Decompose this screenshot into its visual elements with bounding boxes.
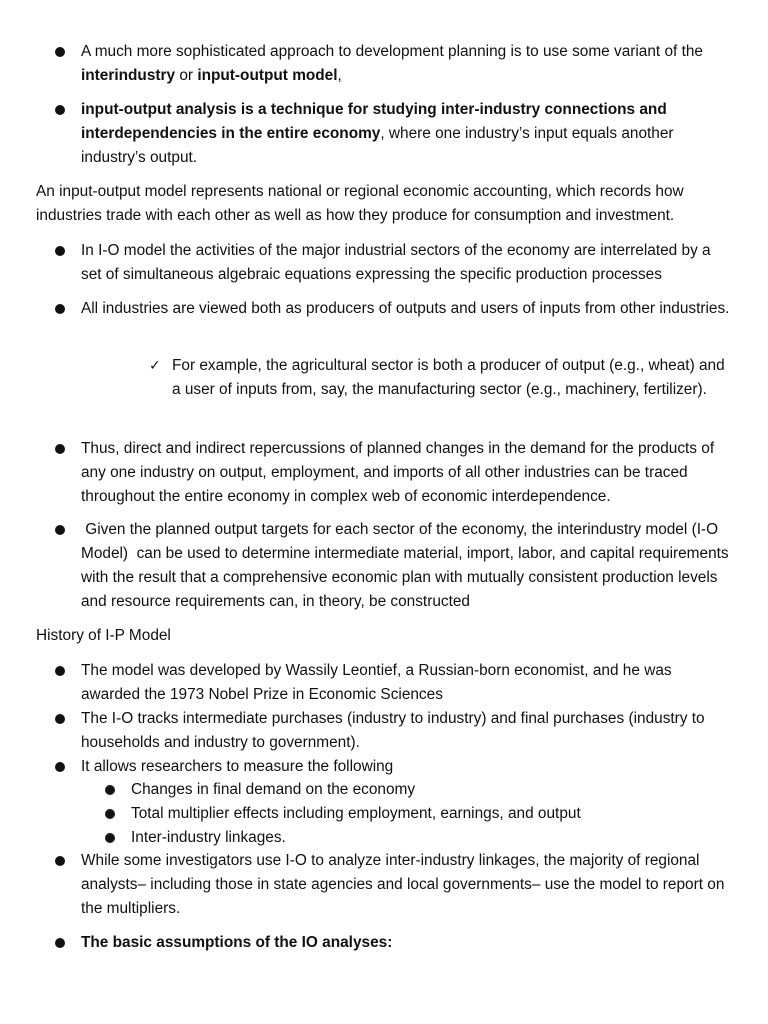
body-paragraph: An input-output model represents national or regional economic accounting, which records how industries trade with each other as well as how they produce for consumption and investment. xyxy=(36,183,684,224)
bullet-icon xyxy=(55,666,65,676)
bullet-icon xyxy=(55,525,65,535)
bold-definition: input-output analysis is a technique for studying inter-industry connections and interdependencies in the entire economy xyxy=(81,101,667,142)
sub-list-item: Total multiplier effects including employment, earnings, and output xyxy=(131,802,732,826)
assumptions-heading: The basic assumptions of the IO analyses: xyxy=(81,934,393,951)
section-heading: History of I-P Model xyxy=(36,627,171,644)
sub-list-item: Changes in final demand on the economy xyxy=(131,778,732,802)
bullet-icon xyxy=(55,444,65,454)
list-item: While some investigators use I-O to analyze inter-industry linkages, the majority of regional analysts– including those in state agencies and local governments– use the model to report on the multipliers. xyxy=(81,849,732,921)
list-item: The model was developed by Wassily Leontief, a Russian-born economist, and he was awarded the 1973 Nobel Prize in Economic Sciences xyxy=(81,659,732,707)
bullet-icon xyxy=(55,762,65,772)
bullet-icon xyxy=(55,304,65,314)
bullet-icon xyxy=(55,47,65,57)
list-item: Thus, direct and indirect repercussions of planned changes in the demand for the products of any one industry on output, employment, and imports of all other industries can be traced throughout the entire economy in complex web of economic interdependence. xyxy=(81,437,732,509)
bold-term: input-output model xyxy=(197,67,338,84)
list-item: All industries are viewed both as producers of outputs and users of inputs from other industries. xyxy=(81,297,732,321)
list-item: input-output analysis is a technique for studying inter-industry connections and interdependencies in the entire economy, where one industry’s input equals another industry’s output. xyxy=(81,98,732,170)
bullet-icon xyxy=(105,833,115,843)
bullet-icon xyxy=(55,246,65,256)
bullet-icon xyxy=(105,809,115,819)
list-item: Given the planned output targets for each sector of the economy, the interindustry model (I-O Model) can be used to determine intermediate material, import, labor, and capital requirements with the result that a comprehensive economic plan with mutually consistent production levels and resource requirements can, in theory, be constructed xyxy=(81,518,732,614)
bullet-icon xyxy=(105,785,115,795)
bullet-icon xyxy=(55,714,65,724)
sub-list-item: Inter-industry linkages. xyxy=(131,826,732,850)
list-item: A much more sophisticated approach to development planning is to use some variant of the interindustry or input-output model, xyxy=(81,40,732,88)
list-item xyxy=(81,931,732,955)
bullet-icon xyxy=(55,938,65,948)
check-list-item: ✓ For example, the agricultural sector is both a producer of output (e.g., wheat) and a user of inputs from, say, the manufacturing sector (e.g., machinery, fertilizer). xyxy=(172,354,728,402)
list-item: In I-O model the activities of the major industrial sectors of the economy are interrelated by a set of simultaneous algebraic equations expressing the specific production processes xyxy=(81,239,732,287)
bold-term: interindustry xyxy=(81,67,176,84)
list-item: It allows researchers to measure the following xyxy=(81,755,732,779)
list-item: The I-O tracks intermediate purchases (industry to industry) and final purchases (industry to households and industry to government). xyxy=(81,707,732,755)
checkmark-icon: ✓ xyxy=(149,358,161,374)
bullet-icon xyxy=(55,105,65,115)
bullet-icon xyxy=(55,856,65,866)
